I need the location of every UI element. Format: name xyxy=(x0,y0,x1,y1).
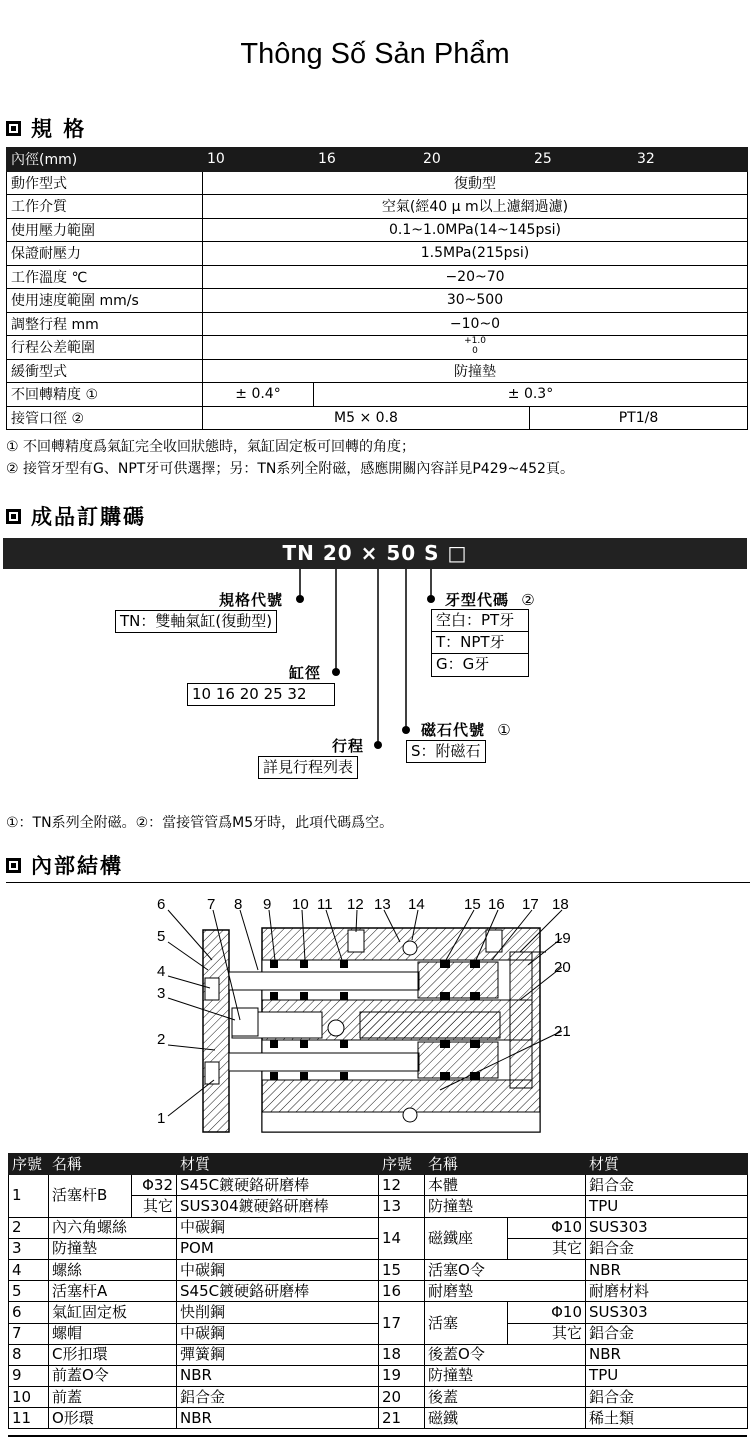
spec-label: 調整行程 mm xyxy=(7,312,203,336)
part-name: 防撞墊 xyxy=(425,1196,586,1217)
part-no: 16 xyxy=(379,1281,425,1302)
part-spec: 其它 xyxy=(508,1238,586,1259)
table-row xyxy=(9,1281,748,1302)
part-no: 18 xyxy=(379,1344,425,1365)
part-name: 活塞杆A xyxy=(49,1281,177,1302)
part-name: 活塞 xyxy=(425,1302,508,1344)
parts-header-cell: 材質 xyxy=(177,1154,379,1175)
spec-header-cell: 25 xyxy=(530,148,633,172)
spec-label: 工作溫度 ℃ xyxy=(7,265,203,289)
part-name: 內六角螺絲 xyxy=(49,1217,177,1238)
part-material: 中碳鋼 xyxy=(177,1217,379,1238)
spec-row xyxy=(7,406,748,430)
spec-row xyxy=(7,383,748,407)
section-spec-heading xyxy=(6,113,86,143)
table-row xyxy=(9,1238,748,1259)
spec-value: 30~500 xyxy=(203,289,748,313)
parts-header-cell: 名稱 xyxy=(49,1154,177,1175)
part-material: SUS303 xyxy=(586,1217,748,1238)
spec-row xyxy=(7,195,748,219)
spec-row xyxy=(7,171,748,195)
parts-header-cell: 材質 xyxy=(586,1154,748,1175)
part-name: O形環 xyxy=(49,1408,177,1429)
part-spec: 其它 xyxy=(132,1196,177,1217)
callout-2: 2 xyxy=(157,1031,166,1048)
part-no: 1 xyxy=(9,1175,49,1217)
parts-header-cell: 名稱 xyxy=(425,1154,586,1175)
section-title: 內部結構 xyxy=(31,854,123,878)
note-mark: ① xyxy=(497,721,512,739)
spec-value: −10~0 xyxy=(203,312,748,336)
spec-row xyxy=(7,336,748,360)
spec-row xyxy=(7,242,748,266)
table-row xyxy=(9,1259,748,1280)
table-row xyxy=(9,1408,748,1429)
part-name: 磁鐵 xyxy=(425,1408,586,1429)
callout-10: 10 xyxy=(292,896,309,913)
tolerance-value xyxy=(463,337,487,357)
magnet-code-label xyxy=(421,719,512,740)
part-name: 前蓋O令 xyxy=(49,1365,177,1386)
part-name: 前蓋 xyxy=(49,1387,177,1408)
note-mark: ② xyxy=(521,591,536,609)
part-material: 鋁合金 xyxy=(586,1387,748,1408)
part-material: 鋁合金 xyxy=(586,1323,748,1344)
spec-label: 緩衝型式 xyxy=(7,359,203,383)
order-note: ①：TN系列全附磁。②：當接管管爲M5牙時，此項代碼爲空。 xyxy=(6,815,394,831)
part-no: 7 xyxy=(9,1323,49,1344)
spec-note: ① 不回轉精度爲氣缸完全收回狀態時，氣缸固定板可回轉的角度； xyxy=(6,439,415,455)
spec-label: 不回轉精度 ① xyxy=(7,383,203,407)
part-no: 6 xyxy=(9,1302,49,1323)
spec-header-cell: 內徑(mm) xyxy=(7,148,203,172)
spec-header-cell: 32 xyxy=(633,148,748,172)
page-title: Thông Số Sản Phẩm xyxy=(240,38,510,70)
part-name: 防撞墊 xyxy=(49,1238,177,1259)
spec-label: 接管口徑 ② xyxy=(7,406,203,430)
part-no: 14 xyxy=(379,1217,425,1259)
part-material: 鋁合金 xyxy=(586,1175,748,1196)
spec-label: 動作型式 xyxy=(7,171,203,195)
model-code-box: TN：雙軸氣缸(復動型) xyxy=(115,610,277,633)
bore-label: 缸徑 xyxy=(289,664,322,682)
table-row xyxy=(9,1344,748,1365)
part-material: NBR xyxy=(586,1259,748,1280)
part-material: TPU xyxy=(586,1365,748,1386)
spec-label: 工作介質 xyxy=(7,195,203,219)
spec-label: 行程公差範圍 xyxy=(7,336,203,360)
callout-1: 1 xyxy=(157,1110,166,1127)
part-material: S45C鍍硬鉻研磨棒 xyxy=(177,1175,379,1196)
spec-header-cell: 16 xyxy=(314,148,419,172)
spec-header-cell: 20 xyxy=(419,148,530,172)
callout-4: 4 xyxy=(157,963,166,980)
table-row xyxy=(9,1217,748,1238)
magnet-box: S：附磁石 xyxy=(406,740,486,763)
part-no: 13 xyxy=(379,1196,425,1217)
part-spec: Φ10 xyxy=(508,1302,586,1323)
model-code-label: 規格代號 xyxy=(219,591,284,609)
part-name: 活塞O令 xyxy=(425,1259,586,1280)
spec-row xyxy=(7,218,748,242)
part-no: 8 xyxy=(9,1344,49,1365)
section-structure-heading xyxy=(6,850,123,880)
part-material: 稀土類 xyxy=(586,1408,748,1429)
section-title: 規 格 xyxy=(31,117,87,141)
order-code-connectors xyxy=(0,569,750,769)
part-name: 氣缸固定板 xyxy=(49,1302,177,1323)
part-no: 4 xyxy=(9,1259,49,1280)
magnet-code-label-text: 磁石代號 xyxy=(421,721,486,739)
part-no: 5 xyxy=(9,1281,49,1302)
spec-row xyxy=(7,265,748,289)
callout-14: 14 xyxy=(408,896,425,913)
part-material: NBR xyxy=(177,1408,379,1429)
part-material: SUS303 xyxy=(586,1302,748,1323)
part-name: 本體 xyxy=(425,1175,586,1196)
thread-options-box xyxy=(431,609,529,677)
part-no: 17 xyxy=(379,1302,425,1344)
thread-option: G：G牙 xyxy=(436,655,490,673)
section-divider xyxy=(6,882,750,883)
stroke-label: 行程 xyxy=(332,737,365,755)
spec-header-row xyxy=(7,148,748,172)
spec-value: ± 0.3° xyxy=(314,383,748,407)
callout-6: 6 xyxy=(157,896,166,913)
part-name: 螺絲 xyxy=(49,1259,177,1280)
spec-header-cell: 10 xyxy=(203,148,314,172)
part-name: 後蓋O令 xyxy=(425,1344,586,1365)
table-row xyxy=(9,1175,748,1196)
part-no: 15 xyxy=(379,1259,425,1280)
callout-5: 5 xyxy=(157,928,166,945)
bore-box: 10 16 20 25 32 xyxy=(187,683,335,706)
spec-table xyxy=(6,147,748,430)
part-name: 磁鐵座 xyxy=(425,1217,508,1259)
part-no: 10 xyxy=(9,1387,49,1408)
spec-value: 0.1~1.0MPa(14~145psi) xyxy=(203,218,748,242)
callout-12: 12 xyxy=(347,896,364,913)
part-spec: Φ32 xyxy=(132,1175,177,1196)
tolerance-lower: 0 xyxy=(472,346,478,357)
thread-option: 空白：PT牙 xyxy=(432,610,528,632)
callout-21: 21 xyxy=(554,1023,571,1040)
part-spec: Φ10 xyxy=(508,1217,586,1238)
thread-code-label xyxy=(445,589,536,610)
table-row xyxy=(9,1302,748,1323)
callout-15: 15 xyxy=(464,896,481,913)
part-name: 螺帽 xyxy=(49,1323,177,1344)
spec-value: PT1/8 xyxy=(530,406,748,430)
spec-note: ② 接管牙型有G、NPT牙可供選擇；另：TN系列全附磁，感應開關內容詳見P429~452頁。 xyxy=(6,461,574,477)
part-name: 耐磨墊 xyxy=(425,1281,586,1302)
part-no: 19 xyxy=(379,1365,425,1386)
cylinder-cross-section-diagram xyxy=(0,890,750,1150)
part-material: NBR xyxy=(177,1365,379,1386)
spec-row xyxy=(7,312,748,336)
bottom-rule xyxy=(8,1435,747,1437)
spec-value: 復動型 xyxy=(203,171,748,195)
parts-header-row xyxy=(9,1154,748,1175)
callout-18: 18 xyxy=(552,896,569,913)
callout-7: 7 xyxy=(207,896,216,913)
table-row xyxy=(9,1387,748,1408)
callout-19: 19 xyxy=(554,930,571,947)
part-spec: 其它 xyxy=(508,1323,586,1344)
section-order-heading xyxy=(6,501,146,531)
part-no: 21 xyxy=(379,1408,425,1429)
section-title: 成品訂購碼 xyxy=(31,505,146,529)
part-material: 中碳鋼 xyxy=(177,1259,379,1280)
parts-table xyxy=(8,1153,748,1429)
callout-9: 9 xyxy=(263,896,272,913)
table-row xyxy=(9,1365,748,1386)
part-material: 快削鋼 xyxy=(177,1302,379,1323)
part-material: 中碳鋼 xyxy=(177,1323,379,1344)
callout-8: 8 xyxy=(234,896,243,913)
part-name: 防撞墊 xyxy=(425,1365,586,1386)
thread-code-label-text: 牙型代碼 xyxy=(445,591,510,609)
spec-value: −20~70 xyxy=(203,265,748,289)
spec-row xyxy=(7,359,748,383)
spec-row xyxy=(7,289,748,313)
part-no: 9 xyxy=(9,1365,49,1386)
tolerance-upper: +1.0 xyxy=(464,336,486,347)
part-name: C形扣環 xyxy=(49,1344,177,1365)
spec-label: 保證耐壓力 xyxy=(7,242,203,266)
part-name: 後蓋 xyxy=(425,1387,586,1408)
square-bullet-icon xyxy=(6,121,21,136)
spec-value: ± 0.4° xyxy=(203,383,314,407)
part-material: 彈簧鋼 xyxy=(177,1344,379,1365)
spec-value: 空氣(經40 μ m以上濾網過濾) xyxy=(203,195,748,219)
callout-3: 3 xyxy=(157,985,166,1002)
part-material: 鋁合金 xyxy=(586,1238,748,1259)
part-material: S45C鍍硬鉻研磨棒 xyxy=(177,1281,379,1302)
callout-20: 20 xyxy=(554,959,571,976)
spec-label: 使用壓力範圍 xyxy=(7,218,203,242)
stroke-box: 詳見行程列表 xyxy=(258,756,358,779)
spec-value: M5 × 0.8 xyxy=(203,406,530,430)
spec-label: 使用速度範圍 mm/s xyxy=(7,289,203,313)
spec-value: 1.5MPa(215psi) xyxy=(203,242,748,266)
part-no: 2 xyxy=(9,1217,49,1238)
parts-header-cell: 序號 xyxy=(9,1154,49,1175)
callout-11: 11 xyxy=(317,896,333,913)
spec-value xyxy=(203,336,748,360)
part-material: 鋁合金 xyxy=(177,1387,379,1408)
callout-17: 17 xyxy=(522,896,539,913)
part-material: 耐磨材料 xyxy=(586,1281,748,1302)
table-row xyxy=(9,1323,748,1344)
spec-value: 防撞墊 xyxy=(203,359,748,383)
part-no: 11 xyxy=(9,1408,49,1429)
part-material: POM xyxy=(177,1238,379,1259)
part-material: SUS304鍍硬鉻研磨棒 xyxy=(177,1196,379,1217)
part-no: 12 xyxy=(379,1175,425,1196)
thread-option: T：NPT牙 xyxy=(432,632,528,654)
callout-13: 13 xyxy=(374,896,391,913)
order-code-bar: TN 20 × 50 S □ xyxy=(3,538,747,569)
square-bullet-icon xyxy=(6,858,21,873)
callout-16: 16 xyxy=(488,896,505,913)
part-material: TPU xyxy=(586,1196,748,1217)
part-no: 3 xyxy=(9,1238,49,1259)
parts-header-cell: 序號 xyxy=(379,1154,425,1175)
square-bullet-icon xyxy=(6,509,21,524)
part-name: 活塞杆B xyxy=(49,1175,132,1217)
part-material: NBR xyxy=(586,1344,748,1365)
part-no: 20 xyxy=(379,1387,425,1408)
